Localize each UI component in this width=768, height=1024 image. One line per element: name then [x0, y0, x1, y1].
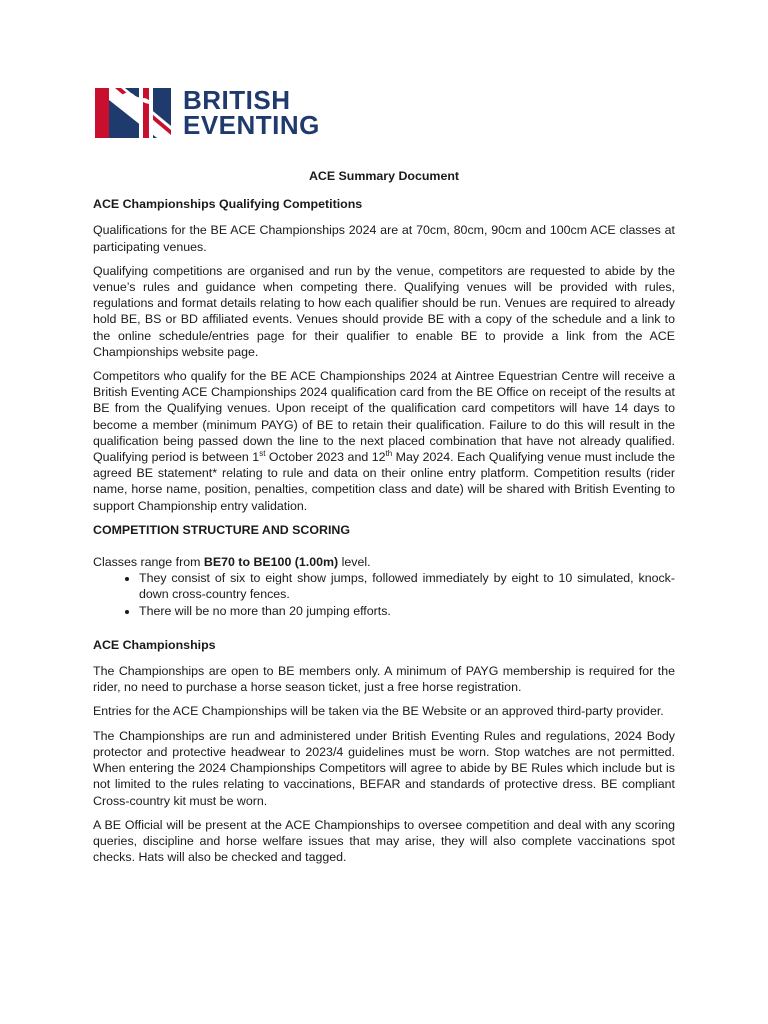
championships-paragraph-1: The Championships are open to BE members only. A minimum of PAYG membership is required for the rider, no need to purchase a horse season ticket, just a free horse registration.	[93, 664, 675, 695]
classes-range-bold: BE70 to BE100 (1.00m)	[203, 555, 339, 570]
structure-bullet-list	[93, 570, 675, 619]
championships-paragraph-3: The Championships are run and administered under British Eventing Rules and regulations, 2024 Body protector and protective headwear to 2023/4 guidelines must be worn. Stop watches are not permitted. When entering the 2024 Championships Competitors will agree to abide by BE Rules which include but is not limited to the rules relating to vaccinations, BEFAR and standards of protective dress. BE compliant Cross-country kit must be worn.	[93, 728, 675, 808]
championships-paragraph-2: Entries for the ACE Championships will be taken via the BE Website or an approved third-party provider.	[93, 704, 664, 719]
classes-range-pre: Classes range from	[93, 555, 204, 570]
ordinal-st: st	[259, 448, 266, 458]
classes-range-line	[93, 554, 675, 570]
qualifying-p3-text-c: May 2024. Each Qualifying venue must include the agreed BE statement* relating to rule and data on their online entry platform. Competition results (rider name, horse name, position, penalties, competition class and date) will be shared with British Eventing to support Championship entry validation.	[93, 450, 675, 513]
qualifying-heading: ACE Championships Qualifying Competitions	[93, 197, 363, 212]
qualifying-paragraph-1: Qualifications for the BE ACE Championships 2024 are at 70cm, 80cm, 90cm and 100cm ACE classes at participating venues.	[93, 223, 675, 254]
logo-line-british: BRITISH	[183, 85, 291, 115]
union-flag-horse-icon	[95, 88, 171, 138]
qualifying-paragraph-2: Qualifying competitions are organised and run by the venue, competitors are requested to abide by the venue’s rules and guidance when competing there. Qualifying venues will be provided with rules, regulations and format details relating to how each qualifier should be run. Venues are required to already hold BE, BS or BD affiliated events. Venues should provide BE with a copy of the schedule and a link to the online schedule/entries page for their qualifier to enable BE to provide a link from the ACE Championships website page.	[93, 263, 675, 359]
ordinal-th: th	[385, 448, 393, 458]
document-title: ACE Summary Document	[308, 169, 460, 183]
logo-wordmark	[183, 85, 320, 140]
qualifying-p3-text-a: Competitors who qualify for the BE ACE Championships 2024 at Aintree Equestrian Centre will receive a British Eventing ACE Championships 2024 qualification card from the BE Office on receipt of the results at BE from the Qualifying venues. Upon receipt of the qualification card competitors will have 14 days to become a member (minimum PAYG) of BE to retain their qualification. Failure to do this will result in the qualification being passed down the line to the next placed combination that have not already qualified. Qualifying period is between 1	[93, 369, 675, 465]
list-item: • They consist of six to eight show jumps, followed immediately by eight to 10 simulated, knock-down cross-country fences.	[139, 570, 675, 602]
championships-paragraph-4: A BE Official will be present at the ACE Championships to oversee competition and deal with any scoring queries, discipline and horse welfare issues that may arise, they will also complete vaccinations spot checks. Hats will also be checked and tagged.	[93, 817, 675, 865]
classes-range-post: level.	[338, 555, 371, 570]
qualifying-p3-text-b: October 2023 and 12	[265, 450, 386, 465]
logo-line-eventing: EVENTING	[183, 110, 320, 140]
championships-heading: ACE Championships	[93, 637, 216, 652]
list-item: • There will be no more than 20 jumping efforts.	[139, 603, 675, 619]
document-body	[93, 168, 675, 873]
structure-heading: COMPETITION STRUCTURE AND SCORING	[93, 522, 350, 537]
qualifying-paragraph-3	[93, 368, 675, 514]
british-eventing-logo	[95, 85, 320, 140]
